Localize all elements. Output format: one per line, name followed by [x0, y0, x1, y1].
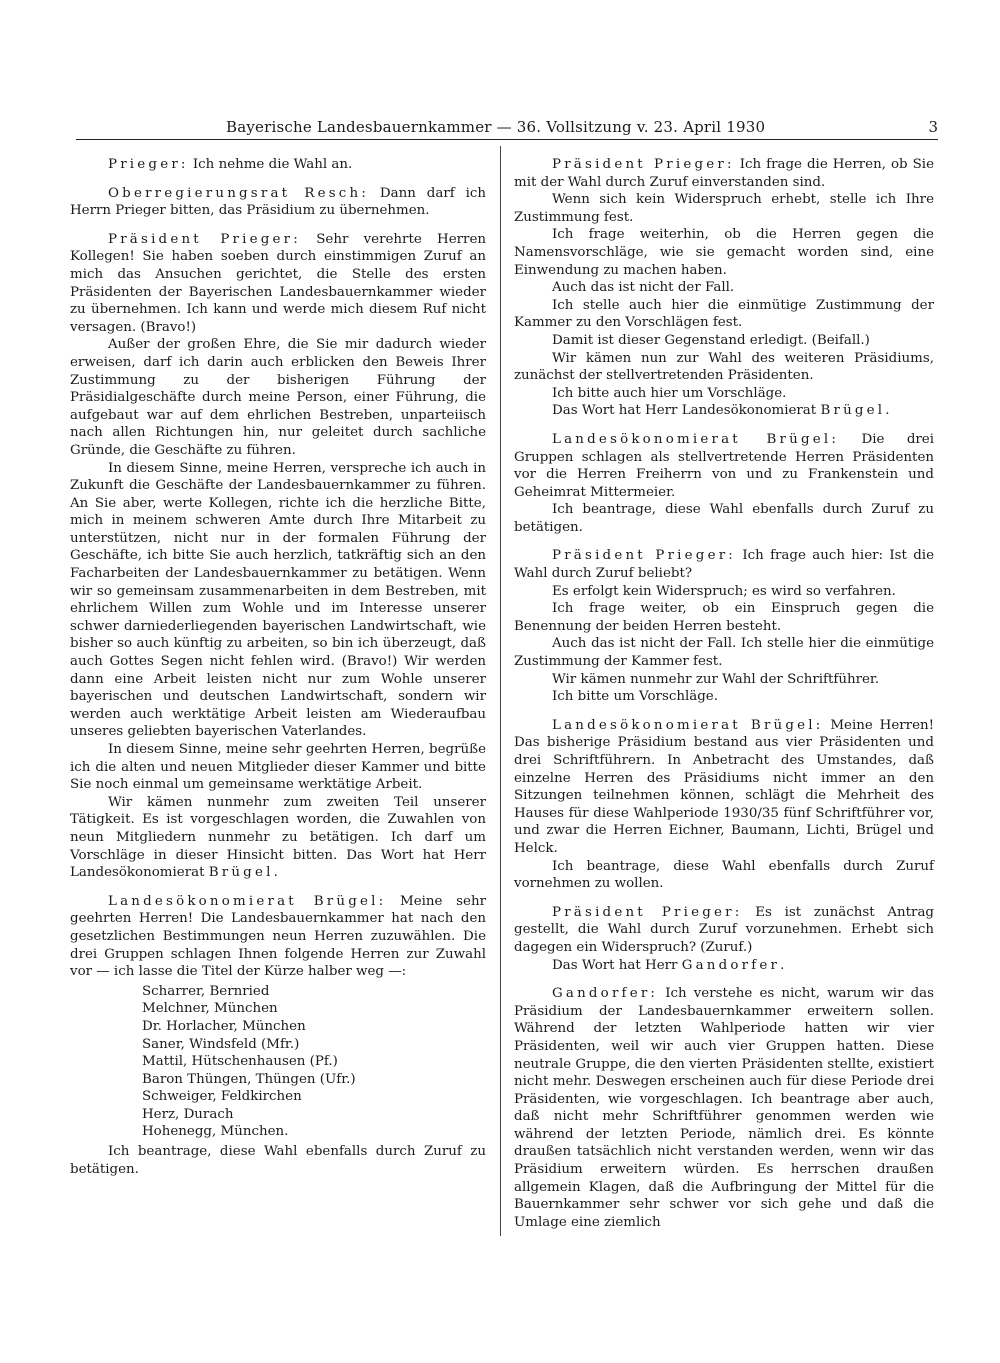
paragraph: Wir kämen nunmehr zum zweiten Teil unserer Tätigkeit. Es ist vorgeschlagen worden, die Zuwahlen von neun Mitgliedern nunmehr zu betätigen. Ich darf um Vorschläge in dieser Hinsicht bitten. Das Wort hat Herr Landesökonomierat Brügel.	[70, 794, 486, 881]
speaker: Präsident Prieger:	[108, 231, 301, 247]
list-item: Herz, Durach	[142, 1106, 234, 1122]
page-number: 3	[928, 118, 938, 136]
list-item: Melchner, München	[142, 1001, 278, 1017]
paragraph: Präsident Prieger: Ich frage die Herren, ob Sie mit der Wahl durch Zuruf einverstanden sind.	[514, 157, 934, 190]
speaker: Oberregierungsrat Resch:	[108, 185, 370, 201]
paragraph: Gandorfer: Ich verstehe es nicht, warum wir das Präsidium der Landesbauernkammer erweitern sollen. Während der letzten Wahlperiode hatten wir vier Präsidenten, weil wir auch vier Gruppen hatten. Diese neutrale Gruppe, die den vierten Präsidenten stellte, existiert nicht mehr. Deswegen erscheinen auch für diese Periode drei Präsidenten, wie vorgeschlagen. Ich beantrage aber auch, daß nicht mehr Schriftführer genommen werden wie während der letzten Periode, nämlich drei. Es könnte draußen tatsächlich nicht verstanden werden, wenn wir das Präsidium erweitern würden. Es herrschen draußen allgemein Klagen, daß die Aufbringung der Mittel für die Bauernkammer sehr schwer vor sich gehe und daß die Umlage eine ziemlich	[514, 986, 934, 1230]
paragraph: Ich bitte auch hier um Vorschläge.	[552, 385, 787, 401]
paragraph: Ich stelle auch hier die einmütige Zustimmung der Kammer zu den Vorschlägen fest.	[514, 297, 934, 331]
list-item: Saner, Windsfeld (Mfr.)	[142, 1036, 300, 1052]
paragraph: Wir kämen nunmehr zur Wahl der Schriftführer.	[552, 671, 880, 687]
paragraph: Ich frage weiter, ob ein Einspruch gegen die Benennung der beiden Herren besteht.	[514, 601, 934, 634]
running-title: Bayerische Landesbauernkammer — 36. Vollsitzung v. 23. April 1930	[226, 118, 766, 136]
paragraph: Ich beantrage, diese Wahl ebenfalls durch Zuruf zu betätigen.	[70, 1144, 486, 1177]
speaker-name: Gandorfer	[681, 957, 781, 973]
paragraph: Ich beantrage, diese Wahl ebenfalls durch Zuruf zu betätigen.	[514, 502, 934, 535]
paragraph: Das Wort hat Herr Gandorfer.	[552, 957, 785, 973]
speaker: Gandorfer:	[552, 986, 659, 1002]
speaker-name: Brügel	[820, 403, 886, 419]
paragraph: Das Wort hat Herr Landesökonomierat Brügel.	[552, 403, 890, 419]
paragraph: Auch das ist nicht der Fall. Ich stelle hier die einmütige Zustimmung der Kammer fest.	[514, 636, 934, 670]
paragraph: Wir kämen nun zur Wahl des weiteren Präsidiums, zunächst der stellvertretenden Präsidenten.	[514, 350, 934, 384]
list-item: Mattil, Hütschenhausen (Pf.)	[142, 1054, 338, 1070]
paragraph: Ich bitte um Vorschläge.	[552, 689, 718, 705]
paragraph: Ich beantrage, diese Wahl ebenfalls durch Zuruf vornehmen zu wollen.	[514, 858, 934, 892]
left-column	[70, 156, 486, 1178]
paragraph: Oberregierungsrat Resch: Dann darf ich Herrn Prieger bitten, das Präsidium zu übernehmen.	[70, 185, 486, 219]
speaker: Prieger:	[108, 157, 189, 172]
column-divider	[500, 146, 501, 1236]
speaker: Präsident Prieger:	[552, 548, 737, 564]
right-column	[514, 156, 934, 1231]
list-item: Dr. Horlacher, München	[142, 1018, 306, 1034]
paragraph: Landesökonomierat Brügel: Die drei Gruppen schlagen als stellvertretende Herren Präsidenten vor die Herren Freiherrn von und zu Frankenstein und Geheimrat Mittermeier.	[514, 431, 935, 500]
paragraph: Präsident Prieger: Es ist zunächst Antrag gestellt, die Wahl durch Zuruf vorzunehmen. Erhebt sich dagegen ein Widerspruch? (Zuruf.)	[514, 904, 934, 955]
paragraph: Wenn sich kein Widerspruch erhebt, stelle ich Ihre Zustimmung fest.	[514, 192, 934, 225]
speaker: Präsident Prieger:	[552, 904, 743, 920]
list-item: Baron Thüngen, Thüngen (Ufr.)	[142, 1071, 356, 1087]
speaker: Landesökonomierat Brügel:	[552, 717, 824, 733]
paragraph: Damit ist dieser Gegenstand erledigt. (Beifall.)	[552, 332, 870, 348]
paragraph: Landesökonomierat Brügel: Meine sehr geehrten Herren! Die Landesbauernkammer hat nach den gesetzlichen Bestimmungen neun Herren zuzuwählen. Die drei Gruppen schlagen Ihnen folgende Herren zur Zuwahl vor — ich lasse die Titel der Kürze halber weg —:	[70, 893, 486, 980]
speaker-name: Brügel	[208, 865, 274, 881]
nominee-list	[142, 983, 486, 1141]
paragraph: Ich frage weiterhin, ob die Herren gegen die Namensvorschläge, wie sie gemacht worden sind, eine Einwendung zu machen haben.	[514, 227, 934, 278]
paragraph: Präsident Prieger: Sehr verehrte Herren Kollegen! Sie haben soeben durch einstimmigen Zuruf an mich das Ansuchen gerichtet, die Stelle des ersten Präsidenten der Bayerischen Landesbauernkammer wieder zu übernehmen. Ich kann und werde mich diesem Ruf nicht versagen. (Bravo!)	[70, 231, 486, 335]
list-item: Hohenegg, München.	[142, 1124, 289, 1140]
paragraph: Landesökonomierat Brügel: Meine Herren! Das bisherige Präsidium bestand aus vier Präsidenten und drei Schriftführern. In Anbetracht des Umstandes, daß einzelne Herren des Präsidiums nicht immer an den Sitzungen teilnehmen können, schlägt die Mehrheit des Hauses für diese Wahlperiode 1930/35 fünf Schriftführer vor, und zwar die Herren Eichner, Baumann, Lichti, Brügel und Helck.	[514, 717, 934, 856]
paragraph: Auch das ist nicht der Fall.	[552, 280, 735, 296]
paragraph: Es erfolgt kein Widerspruch; es wird so verfahren.	[552, 583, 896, 599]
header-rule	[76, 139, 938, 140]
speaker: Landesökonomierat Brügel:	[552, 431, 840, 447]
paragraph: Außer der großen Ehre, die Sie mir dadurch wieder erweisen, darf ich darin auch erblicken den Beweis Ihrer Zustimmung zu der bisherigen Führung der Präsidialgeschäfte durch meine Person, einer Führung, die aufgebaut war auf dem ehrlichen Bestreben, unparteiisch nach allen Richtungen hin, nur geleitet durch sachliche Gründe, die Geschäfte zu führen.	[70, 337, 486, 458]
paragraph: In diesem Sinne, meine Herren, verspreche ich auch in Zukunft die Geschäfte der Landesbauernkammer zu führen. An Sie aber, werte Kollegen, richte ich die herzliche Bitte, mich in meinem schweren Amte durch Ihre Mitarbeit zu unterstützen, nicht nur in der formalen Führung der Geschäfte, ich bitte Sie auch herzlich, tatkräftig sich an den Facharbeiten der Landesbauernkammer zu betätigen. Wenn wir so gemeinsam zusammenarbeiten in dem Bestreben, mit ehrlichem Willen zum Wohle und im Interesse unserer schwer darniederliegenden bayerischen Landwirtschaft, wie bisher so auch künftig zu arbeiten, so bin ich überzeugt, daß auch Gottes Segen nicht fehlen wird. (Bravo!) Wir werden dann eine Arbeit leisten nicht nur zum Wohle unserer bayerischen und deutschen Landwirtschaft, sondern wir werden auch werktätige Arbeit leisten am Wiederaufbau unseres geliebten bayerischen Vaterlandes.	[70, 460, 486, 740]
speaker: Präsident Prieger:	[552, 157, 735, 172]
list-item: Schweiger, Feldkirchen	[142, 1089, 302, 1105]
paragraph: Prieger: Ich nehme die Wahl an.	[108, 157, 353, 172]
speaker: Landesökonomierat Brügel:	[108, 893, 387, 909]
paragraph: In diesem Sinne, meine sehr geehrten Herren, begrüße ich die alten und neuen Mitglieder dieser Kammer und bitte Sie noch einmal um gemeinsame werktätige Arbeit.	[70, 742, 486, 793]
list-item: Scharrer, Bernried	[142, 983, 270, 999]
paragraph: Präsident Prieger: Ich frage auch hier: Ist die Wahl durch Zuruf beliebt?	[514, 548, 935, 582]
